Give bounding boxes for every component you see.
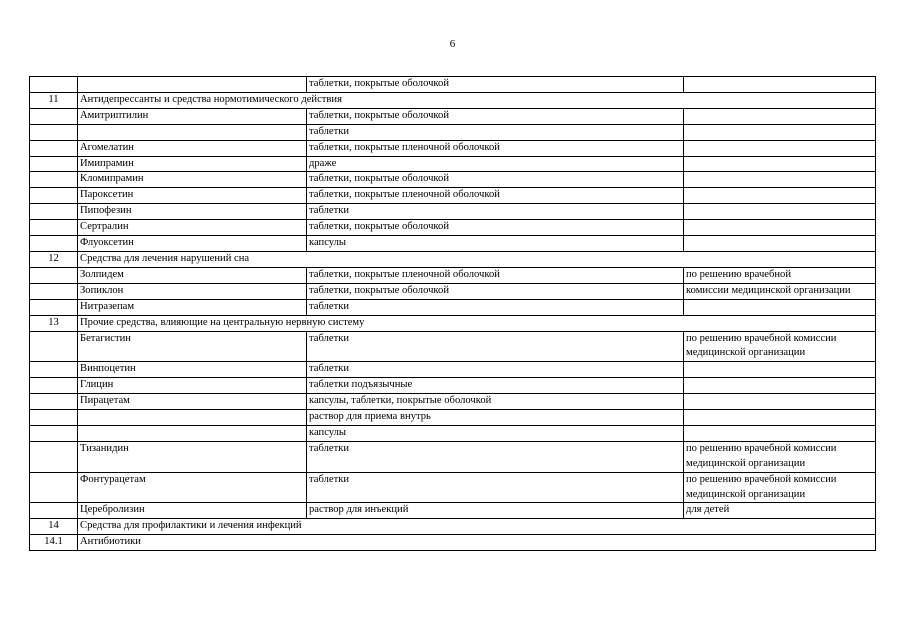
drug-name-cell: Бетагистин [78, 331, 307, 362]
note-cell [684, 220, 876, 236]
dosage-form-cell: таблетки, покрытые оболочкой [307, 283, 684, 299]
drug-table [29, 76, 876, 551]
number-cell [30, 77, 78, 93]
group-row [30, 92, 876, 108]
dosage-form-cell: драже [307, 156, 684, 172]
note-cell [684, 108, 876, 124]
dosage-form-cell: таблетки, покрытые оболочкой [307, 77, 684, 93]
number-cell [30, 124, 78, 140]
note-cell: для детей [684, 503, 876, 519]
drug-row [30, 140, 876, 156]
drug-row [30, 425, 876, 441]
note-cell [684, 236, 876, 252]
drug-name-cell: Пипофезин [78, 204, 307, 220]
drug-name-cell: Золпидем [78, 267, 307, 283]
number-cell [30, 503, 78, 519]
drug-row [30, 441, 876, 472]
note-cell [684, 299, 876, 315]
drug-row [30, 77, 876, 93]
drug-name-cell: Амитриптилин [78, 108, 307, 124]
number-cell [30, 441, 78, 472]
dosage-form-cell: таблетки [307, 204, 684, 220]
note-cell: по решению врачебной [684, 267, 876, 283]
dosage-form-cell: таблетки [307, 472, 684, 503]
group-title-cell: Средства для лечения нарушений сна [78, 251, 876, 267]
number-cell [30, 220, 78, 236]
note-cell [684, 172, 876, 188]
number-cell [30, 236, 78, 252]
number-cell [30, 410, 78, 426]
drug-row [30, 108, 876, 124]
dosage-form-cell: капсулы [307, 236, 684, 252]
group-title-cell: Антибиотики [78, 535, 876, 551]
drug-row [30, 267, 876, 283]
number-cell [30, 140, 78, 156]
number-cell [30, 378, 78, 394]
number-cell [30, 267, 78, 283]
note-cell: по решению врачебной комиссии медицинской организации [684, 441, 876, 472]
note-cell [684, 425, 876, 441]
drug-name-cell: Глицин [78, 378, 307, 394]
dosage-form-cell: таблетки, покрытые пленочной оболочкой [307, 188, 684, 204]
dosage-form-cell: таблетки [307, 362, 684, 378]
group-title-cell: Прочие средства, влияющие на центральную нервную систему [78, 315, 876, 331]
drug-row [30, 283, 876, 299]
drug-row [30, 124, 876, 140]
drug-name-cell: Агомелатин [78, 140, 307, 156]
number-cell [30, 172, 78, 188]
drug-row [30, 236, 876, 252]
note-cell [684, 362, 876, 378]
drug-row [30, 188, 876, 204]
group-number-cell: 12 [30, 251, 78, 267]
drug-row [30, 472, 876, 503]
group-title-cell: Средства для профилактики и лечения инфекций [78, 519, 876, 535]
drug-row [30, 410, 876, 426]
group-row [30, 315, 876, 331]
dosage-form-cell: раствор для приема внутрь [307, 410, 684, 426]
number-cell [30, 425, 78, 441]
drug-name-cell [78, 124, 307, 140]
dosage-form-cell: таблетки, покрытые оболочкой [307, 172, 684, 188]
drug-name-cell [78, 77, 307, 93]
group-number-cell: 11 [30, 92, 78, 108]
drug-name-cell [78, 425, 307, 441]
drug-name-cell: Зопиклон [78, 283, 307, 299]
number-cell [30, 188, 78, 204]
drug-name-cell: Церебролизин [78, 503, 307, 519]
dosage-form-cell: таблетки, покрытые пленочной оболочкой [307, 140, 684, 156]
drug-row [30, 156, 876, 172]
number-cell [30, 204, 78, 220]
drug-name-cell: Винпоцетин [78, 362, 307, 378]
note-cell [684, 77, 876, 93]
drug-name-cell: Пирацетам [78, 394, 307, 410]
note-cell: комиссии медицинской организации [684, 283, 876, 299]
drug-name-cell: Сертралин [78, 220, 307, 236]
number-cell [30, 299, 78, 315]
drug-row [30, 204, 876, 220]
group-row [30, 251, 876, 267]
drug-name-cell: Нитразепам [78, 299, 307, 315]
group-number-cell: 14.1 [30, 535, 78, 551]
number-cell [30, 362, 78, 378]
dosage-form-cell: капсулы [307, 425, 684, 441]
note-cell [684, 394, 876, 410]
drug-name-cell: Кломипрамин [78, 172, 307, 188]
drug-row [30, 394, 876, 410]
dosage-form-cell: таблетки, покрытые оболочкой [307, 108, 684, 124]
dosage-form-cell: таблетки, покрытые оболочкой [307, 220, 684, 236]
number-cell [30, 156, 78, 172]
group-number-cell: 14 [30, 519, 78, 535]
number-cell [30, 472, 78, 503]
group-row [30, 535, 876, 551]
drug-name-cell: Пароксетин [78, 188, 307, 204]
drug-name-cell: Тизанидин [78, 441, 307, 472]
dosage-form-cell: таблетки [307, 441, 684, 472]
note-cell [684, 124, 876, 140]
number-cell [30, 394, 78, 410]
drug-name-cell: Имипрамин [78, 156, 307, 172]
drug-name-cell: Фонтурацетам [78, 472, 307, 503]
number-cell [30, 283, 78, 299]
dosage-form-cell: таблетки, покрытые пленочной оболочкой [307, 267, 684, 283]
note-cell [684, 410, 876, 426]
note-cell [684, 140, 876, 156]
group-title-cell: Антидепрессанты и средства нормотимического действия [78, 92, 876, 108]
note-cell: по решению врачебной комиссии медицинской организации [684, 472, 876, 503]
dosage-form-cell: таблетки [307, 124, 684, 140]
page-number: 6 [449, 38, 456, 50]
note-cell [684, 378, 876, 394]
drug-name-cell [78, 410, 307, 426]
dosage-form-cell: таблетки [307, 331, 684, 362]
note-cell: по решению врачебной комиссии медицинской организации [684, 331, 876, 362]
dosage-form-cell: таблетки подъязычные [307, 378, 684, 394]
number-cell [30, 108, 78, 124]
drug-name-cell: Флуоксетин [78, 236, 307, 252]
drug-row [30, 362, 876, 378]
group-number-cell: 13 [30, 315, 78, 331]
drug-row [30, 299, 876, 315]
drug-row [30, 378, 876, 394]
dosage-form-cell: таблетки [307, 299, 684, 315]
group-row [30, 519, 876, 535]
drug-row [30, 220, 876, 236]
number-cell [30, 331, 78, 362]
drug-row [30, 172, 876, 188]
drug-row [30, 503, 876, 519]
dosage-form-cell: раствор для инъекций [307, 503, 684, 519]
note-cell [684, 204, 876, 220]
note-cell [684, 156, 876, 172]
drug-row [30, 331, 876, 362]
note-cell [684, 188, 876, 204]
dosage-form-cell: капсулы, таблетки, покрытые оболочкой [307, 394, 684, 410]
